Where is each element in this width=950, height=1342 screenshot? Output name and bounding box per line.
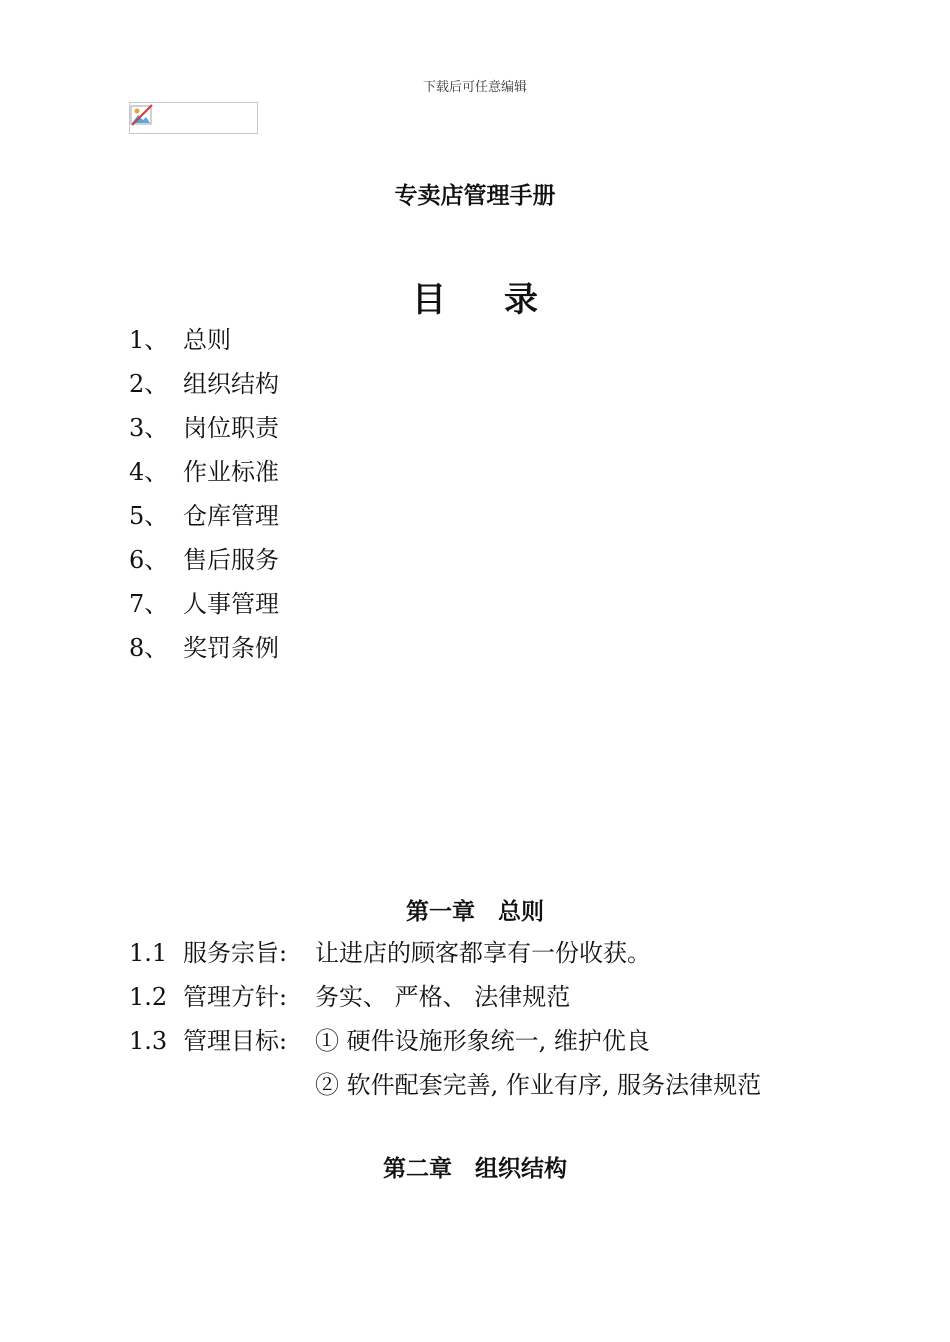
section-text: 务实、 严格、 法律规范 xyxy=(315,983,571,1011)
section-text: ② 软件配套完善, 作业有序, 服务法律规范 xyxy=(315,1071,762,1099)
section-label: 管理目标: xyxy=(183,1027,288,1055)
section-row xyxy=(129,1023,761,1067)
section-label: 管理方针: xyxy=(183,983,288,1011)
chapter-2-title: 第二章 组织结构 xyxy=(383,1156,567,1182)
toc-item-number: 1、 xyxy=(129,326,169,354)
toc-item[interactable] xyxy=(129,454,279,498)
header-note: 下载后可任意编辑 xyxy=(422,80,527,95)
section-text: ① 硬件设施形象统一, 维护优良 xyxy=(315,1027,650,1055)
section-number: 1.2 xyxy=(129,983,168,1011)
chapter-1-sections xyxy=(129,935,761,1111)
section-row xyxy=(129,979,761,1023)
section-number: 1.1 xyxy=(129,939,168,967)
toc-item-label: 总则 xyxy=(183,326,231,354)
toc-item-label: 人事管理 xyxy=(183,590,279,618)
section-number: 1.3 xyxy=(129,1027,168,1055)
document-title: 专卖店管理手册 xyxy=(394,183,556,209)
toc-item-label: 售后服务 xyxy=(183,546,279,574)
toc-item[interactable] xyxy=(129,366,279,410)
toc-item-label: 岗位职责 xyxy=(183,414,279,442)
toc-item-number: 5、 xyxy=(129,502,169,530)
toc-item[interactable] xyxy=(129,630,279,674)
section-row-continuation xyxy=(129,1067,761,1111)
toc-item-label: 作业标准 xyxy=(183,458,279,486)
section-text: 让进店的顾客都享有一份收获。 xyxy=(315,939,651,967)
toc-item[interactable] xyxy=(129,542,279,586)
toc-item[interactable] xyxy=(129,498,279,542)
toc-item-number: 2、 xyxy=(129,370,169,398)
toc-item-number: 3、 xyxy=(129,414,169,442)
toc-item[interactable] xyxy=(129,322,279,366)
toc-item-label: 仓库管理 xyxy=(183,502,279,530)
toc-item[interactable] xyxy=(129,410,279,454)
toc-item-number: 8、 xyxy=(129,634,169,662)
section-row xyxy=(129,935,761,979)
table-of-contents xyxy=(129,322,279,674)
toc-heading: 目录 xyxy=(412,280,596,320)
chapter-1-title: 第一章 总则 xyxy=(406,899,544,925)
toc-item-number: 4、 xyxy=(129,458,169,486)
toc-item-label: 组织结构 xyxy=(183,370,279,398)
toc-item-number: 6、 xyxy=(129,546,169,574)
toc-item[interactable] xyxy=(129,586,279,630)
section-label: 服务宗旨: xyxy=(183,939,288,967)
broken-image-icon xyxy=(129,102,258,134)
toc-item-label: 奖罚条例 xyxy=(183,634,279,662)
toc-item-number: 7、 xyxy=(129,590,169,618)
